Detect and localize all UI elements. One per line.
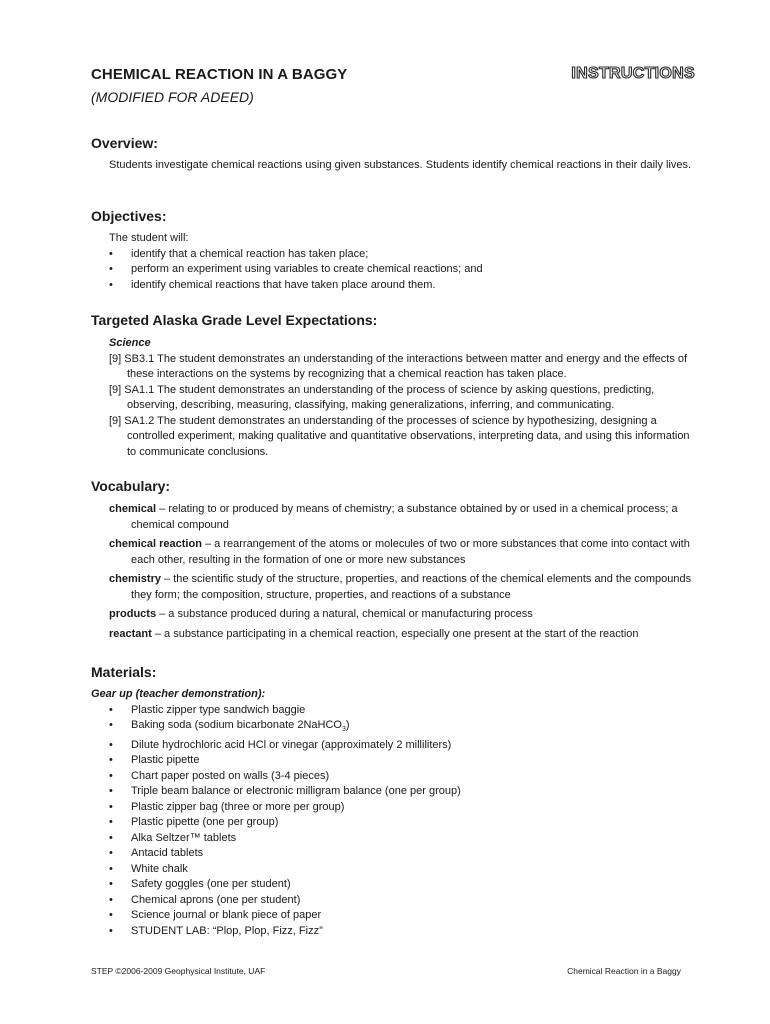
objectives-heading: Objectives: [91, 208, 167, 224]
materials-section [91, 664, 701, 939]
vocab-entry: chemical reaction – a rearrangement of the atoms or molecules of two or more substances that come into contact with each other, resulting in the formation of one or more new substances [109, 538, 690, 566]
materials-heading: Materials: [91, 664, 157, 680]
document-subtitle: (MODIFIED FOR ADEED) [91, 89, 254, 105]
materials-list [91, 703, 701, 940]
overview-section [91, 135, 701, 174]
overview-heading: Overview: [91, 135, 158, 151]
list-item: • identify that a chemical reaction has taken place; [109, 247, 369, 260]
list-item: • Antacid tablets [109, 847, 204, 860]
vocabulary-section [91, 478, 701, 646]
list-item: • Dilute hydrochloric acid HCl or vinegar (approximately 2 milliliters) [109, 738, 452, 751]
gle-item: [9] SA1.1 The student demonstrates an understanding of the process of science by asking questions, predicting, observing, describing, measuring, classifying, making generalizations, inferring, and communicating. [109, 383, 655, 411]
list-item: • Science journal or blank piece of paper [109, 909, 322, 922]
overview-text: Students investigate chemical reactions using given substances. Students identify chemical reactions in their daily lives. [109, 159, 692, 171]
objectives-intro: The student will: [109, 232, 189, 244]
list-item: • Safety goggles (one per student) [109, 878, 291, 891]
gle-section [91, 312, 701, 460]
objectives-list [91, 247, 701, 294]
list-item: • Plastic pipette (one per group) [109, 816, 279, 829]
list-item: • Alka Seltzer™ tablets [109, 831, 237, 844]
list-item: • Chemical aprons (one per student) [109, 893, 301, 906]
list-item: • White chalk [109, 862, 188, 875]
vocabulary-heading: Vocabulary: [91, 478, 171, 494]
list-item: • Triple beam balance or electronic milligram balance (one per group) [109, 785, 461, 798]
objectives-section [91, 208, 701, 293]
gle-heading: Targeted Alaska Grade Level Expectations: [91, 312, 378, 328]
document-title: CHEMICAL REACTION IN A BAGGY [91, 66, 348, 83]
gle-list [91, 336, 701, 460]
list-item: • perform an experiment using variables to create chemical reactions; and [109, 263, 483, 275]
vocab-entry: chemistry – the scientific study of the structure, properties, and reactions of the chemical elements and the compounds they form; the composition, structure, properties, and reactions of a substance [109, 573, 692, 601]
list-item: • Plastic zipper type sandwich baggie [109, 703, 306, 716]
gle-item: [9] SA1.2 The student demonstrates an understanding of the processes of science by hypothesizing, designing a controlled experiment, making qualitative and quantitative observations, interpreting data, and using this information to communicate conclusions. [109, 414, 690, 458]
list-item: • STUDENT LAB: “Plop, Plop, Fizz, Fizz” [109, 924, 323, 937]
list-item: • Plastic zipper bag (three or more per group) [109, 800, 345, 813]
gle-item: [9] SB3.1 The student demonstrates an understanding of the interactions between matter and energy and the effects of these interactions on the systems by recognizing that a chemical reaction has taken place. [109, 352, 688, 380]
list-item: • identify chemical reactions that have taken place around them. [109, 278, 436, 291]
vocab-entry: chemical – relating to or produced by means of chemistry; a substance obtained by or used in a chemical process; a chemical compound [109, 503, 678, 531]
vocab-entry: products – a substance produced during a natural, chemical or manufacturing process [109, 608, 533, 620]
vocab-entry: reactant – a substance participating in a chemical reaction, especially one present at the start of the reaction [109, 627, 639, 640]
footer-page-title: Chemical Reaction in a Baggy [567, 966, 681, 976]
gear-up-label: Gear up (teacher demonstration): [91, 688, 266, 700]
list-item: • Baking soda (sodium bicarbonate 2NaHCO$_3$) [109, 719, 350, 734]
list-item: • Plastic pipette [109, 754, 200, 767]
list-item: • Chart paper posted on walls (3-4 pieces) [109, 769, 330, 782]
footer-copyright: STEP ©2006-2009 Geophysical Institute, UAF [91, 966, 266, 976]
instructions-tag: INSTRUCTIONS [571, 65, 695, 82]
gle-category: Science [109, 337, 151, 349]
vocabulary-list [91, 502, 701, 642]
